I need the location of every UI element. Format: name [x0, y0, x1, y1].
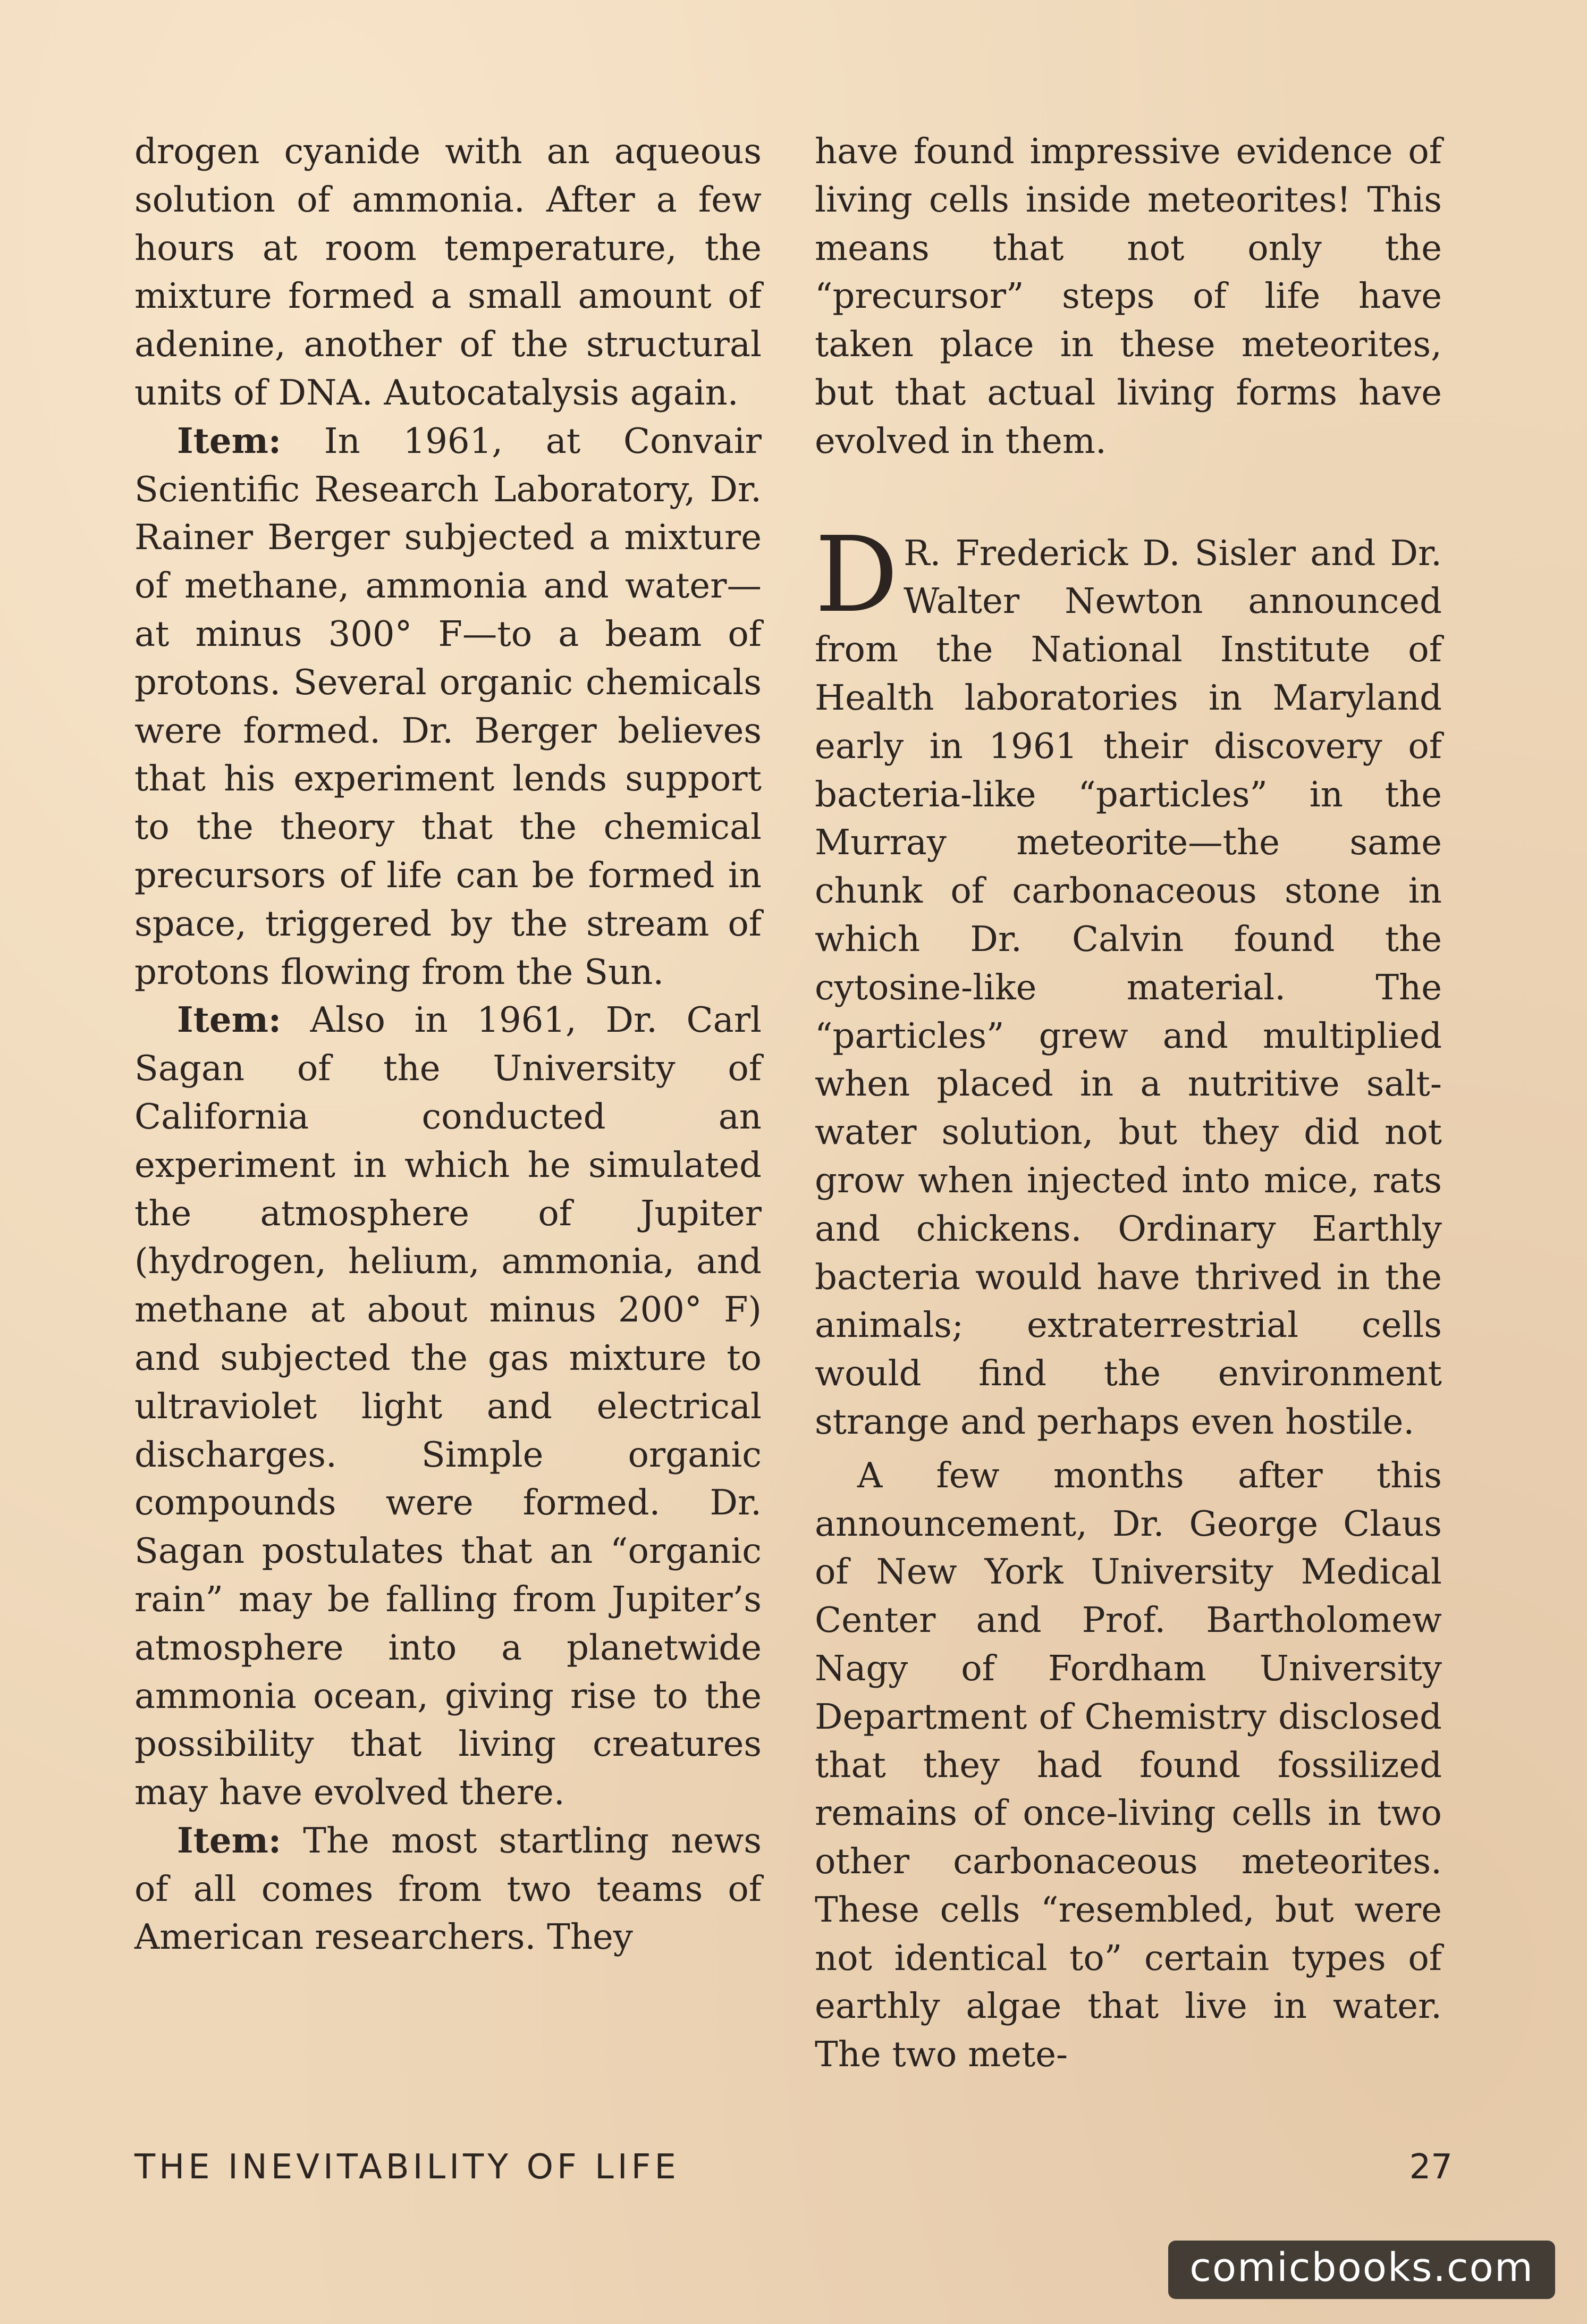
paragraph-item-berger	[134, 417, 762, 997]
paragraph-adenine: drogen cyanide with an aqueous solution of ammonia. After a few hours at room temperature, the mixture formed a small amount of adenine, another of the structural units of DNA. Autocatalysis again.	[134, 131, 762, 413]
item-label: Item:	[177, 420, 282, 461]
paragraph-item-sagan	[134, 996, 762, 1817]
page-number: 27	[1409, 2148, 1453, 2187]
paragraph-meteorite-evidence: have found impressive evidence of living cells inside meteorites! This means that not only the “precursor” steps of life have taken place in these meteorites, but that actual living forms have evolved in them.	[815, 131, 1442, 461]
paragraph-text: In 1961, at Convair Scientific Research Laboratory, Dr. Rainer Berger subjected a mixture of methane, ammonia and water—at minus 300° F—to a beam of protons. Several organic chemicals were formed. Dr. Berger believes that his experiment lends support to the theory that the chemical precursors of life can be formed in space, triggered by the stream of protons flowing from the Sun.	[134, 420, 762, 992]
running-title: THE INEVITABILITY OF LIFE	[134, 2148, 680, 2187]
right-column	[815, 128, 1442, 2079]
drop-cap: D	[815, 514, 899, 636]
item-label: Item:	[177, 999, 282, 1041]
paragraph-text: R. Frederick D. Sisler and Dr. Walter Newton announced from the National Institute of Health laboratories in Maryland early in 1961 their discovery of bacteria-like “particles” in the Murray meteorite—the same chunk of carbonaceous stone in which Dr. Calvin found the cytosine-like material. The “particles” grew and multiplied when placed in a nutritive salt-water solution, but they did not grow when injected into mice, rats and chickens. Ordinary Earthly bacteria would have thrived in the animals; extraterrestrial cells would find the environment strange and perhaps even hostile.	[815, 533, 1442, 1442]
paragraph-text: The most startling news of all comes from two teams of American researchers. They	[134, 1820, 762, 1958]
page-footer	[134, 2148, 1453, 2195]
watermark: comicbooks.com	[1168, 2241, 1555, 2299]
item-label: Item:	[177, 1820, 282, 1861]
paragraph-claus-nagy: A few months after this announcement, Dr. George Claus of New York University Medical Center and Prof. Bartholomew Nagy of Fordham University Department of Chemistry disclosed that they had found fossilized remains of once-living cells in two other carbonaceous meteorites. These cells “resembled, but were not identical to” certain types of earthly algae that live in water. The two mete-	[815, 1455, 1442, 2075]
paragraph-sisler-newton	[815, 514, 1442, 1446]
paragraph-item-startling-news	[134, 1817, 762, 1961]
left-column	[134, 128, 762, 1961]
paragraph-text: Also in 1961, Dr. Carl Sagan of the University of California conducted an experiment in which he simulated the atmosphere of Jupiter (hydrogen, helium, ammonia, and methane at about minus 200° F) and subjected the gas mixture to ultraviolet light and electrical discharges. Simple organic compounds were formed. Dr. Sagan postulates that an “organic rain” may be falling from Jupiter’s atmosphere into a planetwide ammonia ocean, giving rise to the possibility that living creatures may have evolved there.	[134, 1000, 762, 1813]
